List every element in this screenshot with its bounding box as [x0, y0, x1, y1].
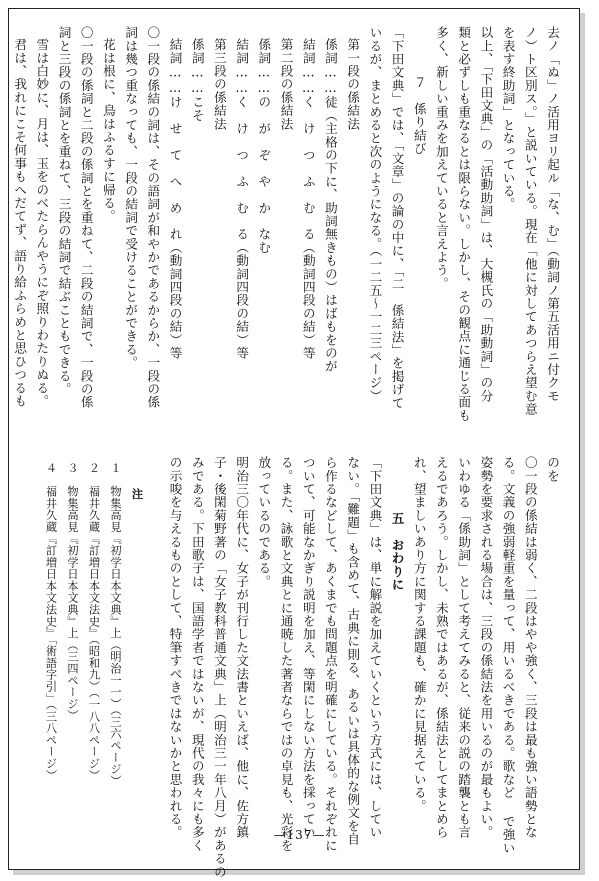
section-heading: 五 おわりに — [389, 512, 405, 592]
text-line: を表す終助詞」となっている。 — [500, 26, 516, 211]
text-line: 詞は幾つ重なっても、一段の結詞で受けることができる。 — [123, 26, 139, 370]
text-line: 君は、我れにこそ何事もへだてず、語り給ふらめと思ひつるも — [12, 38, 28, 408]
text-line: る。文義の強弱軽重を量って、用いるべきである。歌など で強い — [500, 456, 516, 855]
text-line: 子・後閑菊野著の「女子教科普通文典」上（明治三一年八月）があるの — [211, 456, 227, 879]
text-line: 係詞……こそ — [189, 38, 205, 122]
text-line: えるであろう。しかし、未熟ではあるが、係結法としてまとめら — [433, 456, 449, 839]
notes-title: 注 — [130, 488, 145, 500]
note-item: ３ 物集高見『初学日本文典』上（三四ページ） — [66, 462, 79, 722]
text-line: 〇一段の係結は弱く、二段はやや強く、三段は最も強い語勢とな — [522, 456, 538, 839]
text-line: 姿勢を要求される場合は、三段の係結法を用いるのが最もよい。 — [478, 456, 494, 839]
text-line: 類と必ずしも重なるとは限らない。しかし、その観点に通じる面も — [456, 26, 472, 422]
note-item: １ 物集高見『初学日本文典』上（明治一一）（三六ページ） — [109, 462, 122, 787]
text-line: 去ノ「ぬ」ノ活用ヨリ起ル「な、む」（動詞ノ第五活用ニ付クモ — [545, 26, 560, 403]
text-line: 詞と三段の係詞とを重ねて、三段の結詞で結ぶこともできる。 — [56, 26, 72, 396]
text-line: の示唆を与えるものとして、特筆すべきではないかと思われる。 — [167, 456, 183, 839]
text-line: 「下田文典」は、単に解説を加えていくという方式には、してい — [367, 456, 383, 839]
text-line: 雪は白妙に、月は、玉をのべたらんやうにぞ照りわたりぬる。 — [34, 38, 50, 408]
text-line: 多く、新しい重みを加えていると言えよう。 — [433, 26, 449, 290]
text-line: 「下田文典」では、「文章」の論の中に、「二 係結法」を掲げて — [389, 26, 405, 410]
text-line: 〇一段の係詞と二段の係詞とを重ねて、二段の結詞で、一段の係 — [78, 26, 94, 409]
text-line: 結詞……く け つ ふ む る（動詞四段の結）等 — [300, 38, 316, 360]
text-line: 以上、「下田文典」の「活動助詞」は、大槻氏の「助動詞」の分 — [478, 26, 494, 403]
text-line: 結詞……け せ て へ め れ（動詞四段の結）等 — [167, 38, 183, 360]
text-line: れ、望ましいあり方に関する課題も、確かに見据えている。 — [411, 456, 427, 813]
notes-block — [40, 456, 148, 816]
text-line: 明治三〇年代に、女子が刊行した文法書といえば、他に、佐方鎮 — [234, 456, 250, 839]
text-line: ら作るなどして、あくまでも問題点を明確にしている。それぞれに — [322, 456, 338, 852]
text-line: みである。下田歌子は、国語学者ではないが、現代の我々にも多く — [189, 456, 205, 852]
note-item: ４ 福井久蔵『訂増日本文法史』「術語字引」（三八ページ） — [44, 462, 58, 782]
text-line: 第一段の係結法 — [345, 38, 361, 131]
text-line: 〇一段の係結の詞は、その語詞が和やかであるからか、一段の係 — [145, 26, 161, 409]
text-line: ない。「難題」も含めて、古典に則る、あるいは具体的な例文を自 — [345, 456, 361, 846]
text-line: いるが、まとめると次のようになる。（一二五〜一二三ページ） — [367, 26, 383, 403]
text-line: 第三段の係結法 — [211, 38, 227, 131]
text-line: ノ）ト区別ス。」と説いている。現在「他に対してあつらえ望む意 — [522, 26, 538, 416]
text-line: 結詞……く け つ ふ む る（動詞四段の結）等 — [234, 38, 250, 360]
text-line: 第二段の係結法 — [278, 38, 294, 131]
text-line: いわゆる「係助詞」として考えてみると、従来の説の踏襲とも言 — [456, 456, 472, 839]
upper-text-block — [8, 26, 563, 431]
section-heading: ７ 係り結び — [411, 76, 427, 156]
text-line: のを — [545, 456, 560, 483]
page-number: —137— — [273, 828, 326, 842]
text-line: 係詞……の が ぞ や か なむ — [256, 38, 272, 254]
text-line: ついて、可能なかぎり説明を加え、等閑にしない方法を採ってい — [300, 456, 316, 839]
text-line: る。また、詠歌と文典とに通暁した著者ならではの卓見も、光彩を — [278, 456, 294, 852]
text-line: 放っているのである。 — [256, 456, 272, 588]
text-line: 花は根に、鳥はふるすに帰る。 — [100, 38, 116, 223]
text-line: 係詞……徒（主格の下に、助詞無きもの）はばもをのが — [322, 38, 338, 373]
note-item: ２ 福井久蔵『訂増日本文法史』（昭和九）（一八八ページ） — [87, 462, 101, 782]
